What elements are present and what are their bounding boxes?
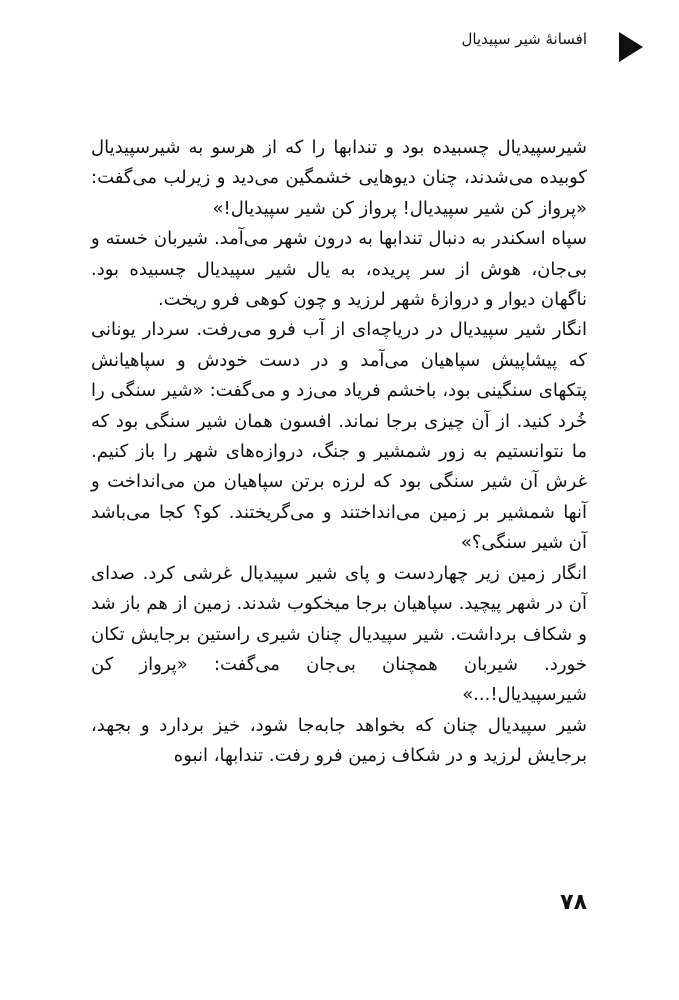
paragraph: شیر سپیدیال چنان که بخواهد جابه‌جا شود، خیز بردارد و بجهد، برجایش لرزید و در شکاف زمین فرو رفت. تندابها، انبوه xyxy=(91,714,587,767)
paragraph: انگار شیر سپیدیال در دریاچه‌ای از آب فرو می‌رفت. سردار یونانی که پیشاپیش سپاهیان می‌آمد و در دست خودش و سپاهیانش پتکهای سنگینی بود، باخشم فریاد می‌زد و می‌گفت: «شیر سنگی را خُرد کنید. از آن چیزی برجا نماند. افسون همان شیر سنگی بود که ما نتوانستیم به زور شمشیر و جنگ، دروازه‌های شهر را باز کنیم. غرش آن شیر سنگی بود که لرزه برتن سپاهیان من می‌انداخت و آنها شمشیر بر زمین می‌انداختند و می‌گریختند. کو؟ کجا می‌باشد آن شیر سنگی؟» xyxy=(91,319,587,554)
paragraph: سپاه اسکندر به دنبال تندابها به درون شهر می‌آمد. شیربان خسته و بی‌جان، هوش از سر پریده، به یال شیر سپیدیال چسبیده بود. ناگهان دیوار و دروازهٔ شهر لرزید و چون کوهی فرو ریخت. xyxy=(91,228,587,311)
paragraph: شیرسپیدیال چسبیده بود و تندابها را که از هرسو به شیرسپیدیال کوبیده می‌شدند، چنان دیوهایی خشمگین می‌دید و زیرلب می‌گفت: «پرواز کن شیر سپیدیال! پرواز کن شیر سپیدیال!» xyxy=(91,137,587,219)
running-header xyxy=(287,26,587,52)
running-header-title: افسانهٔ شیر سپیدیال xyxy=(461,30,587,48)
triangle-left-icon xyxy=(619,32,643,62)
paragraph: انگار زمین زیر چهاردست و پای شیر سپیدیال غرشی کرد. صدای آن در شهر پیچید. سپاهیان برجا میخکوب شدند. زمین از هم باز شد و شکاف برداشت. شیر سپیدیال چنان شیری راستین برجایش تکان خورد. شیربان همچنان بی‌جان می‌گفت: «پرواز کن شیرسپیدیال!...» xyxy=(91,562,587,706)
page-number: ۷۸ xyxy=(560,890,587,915)
body-text xyxy=(91,133,587,772)
